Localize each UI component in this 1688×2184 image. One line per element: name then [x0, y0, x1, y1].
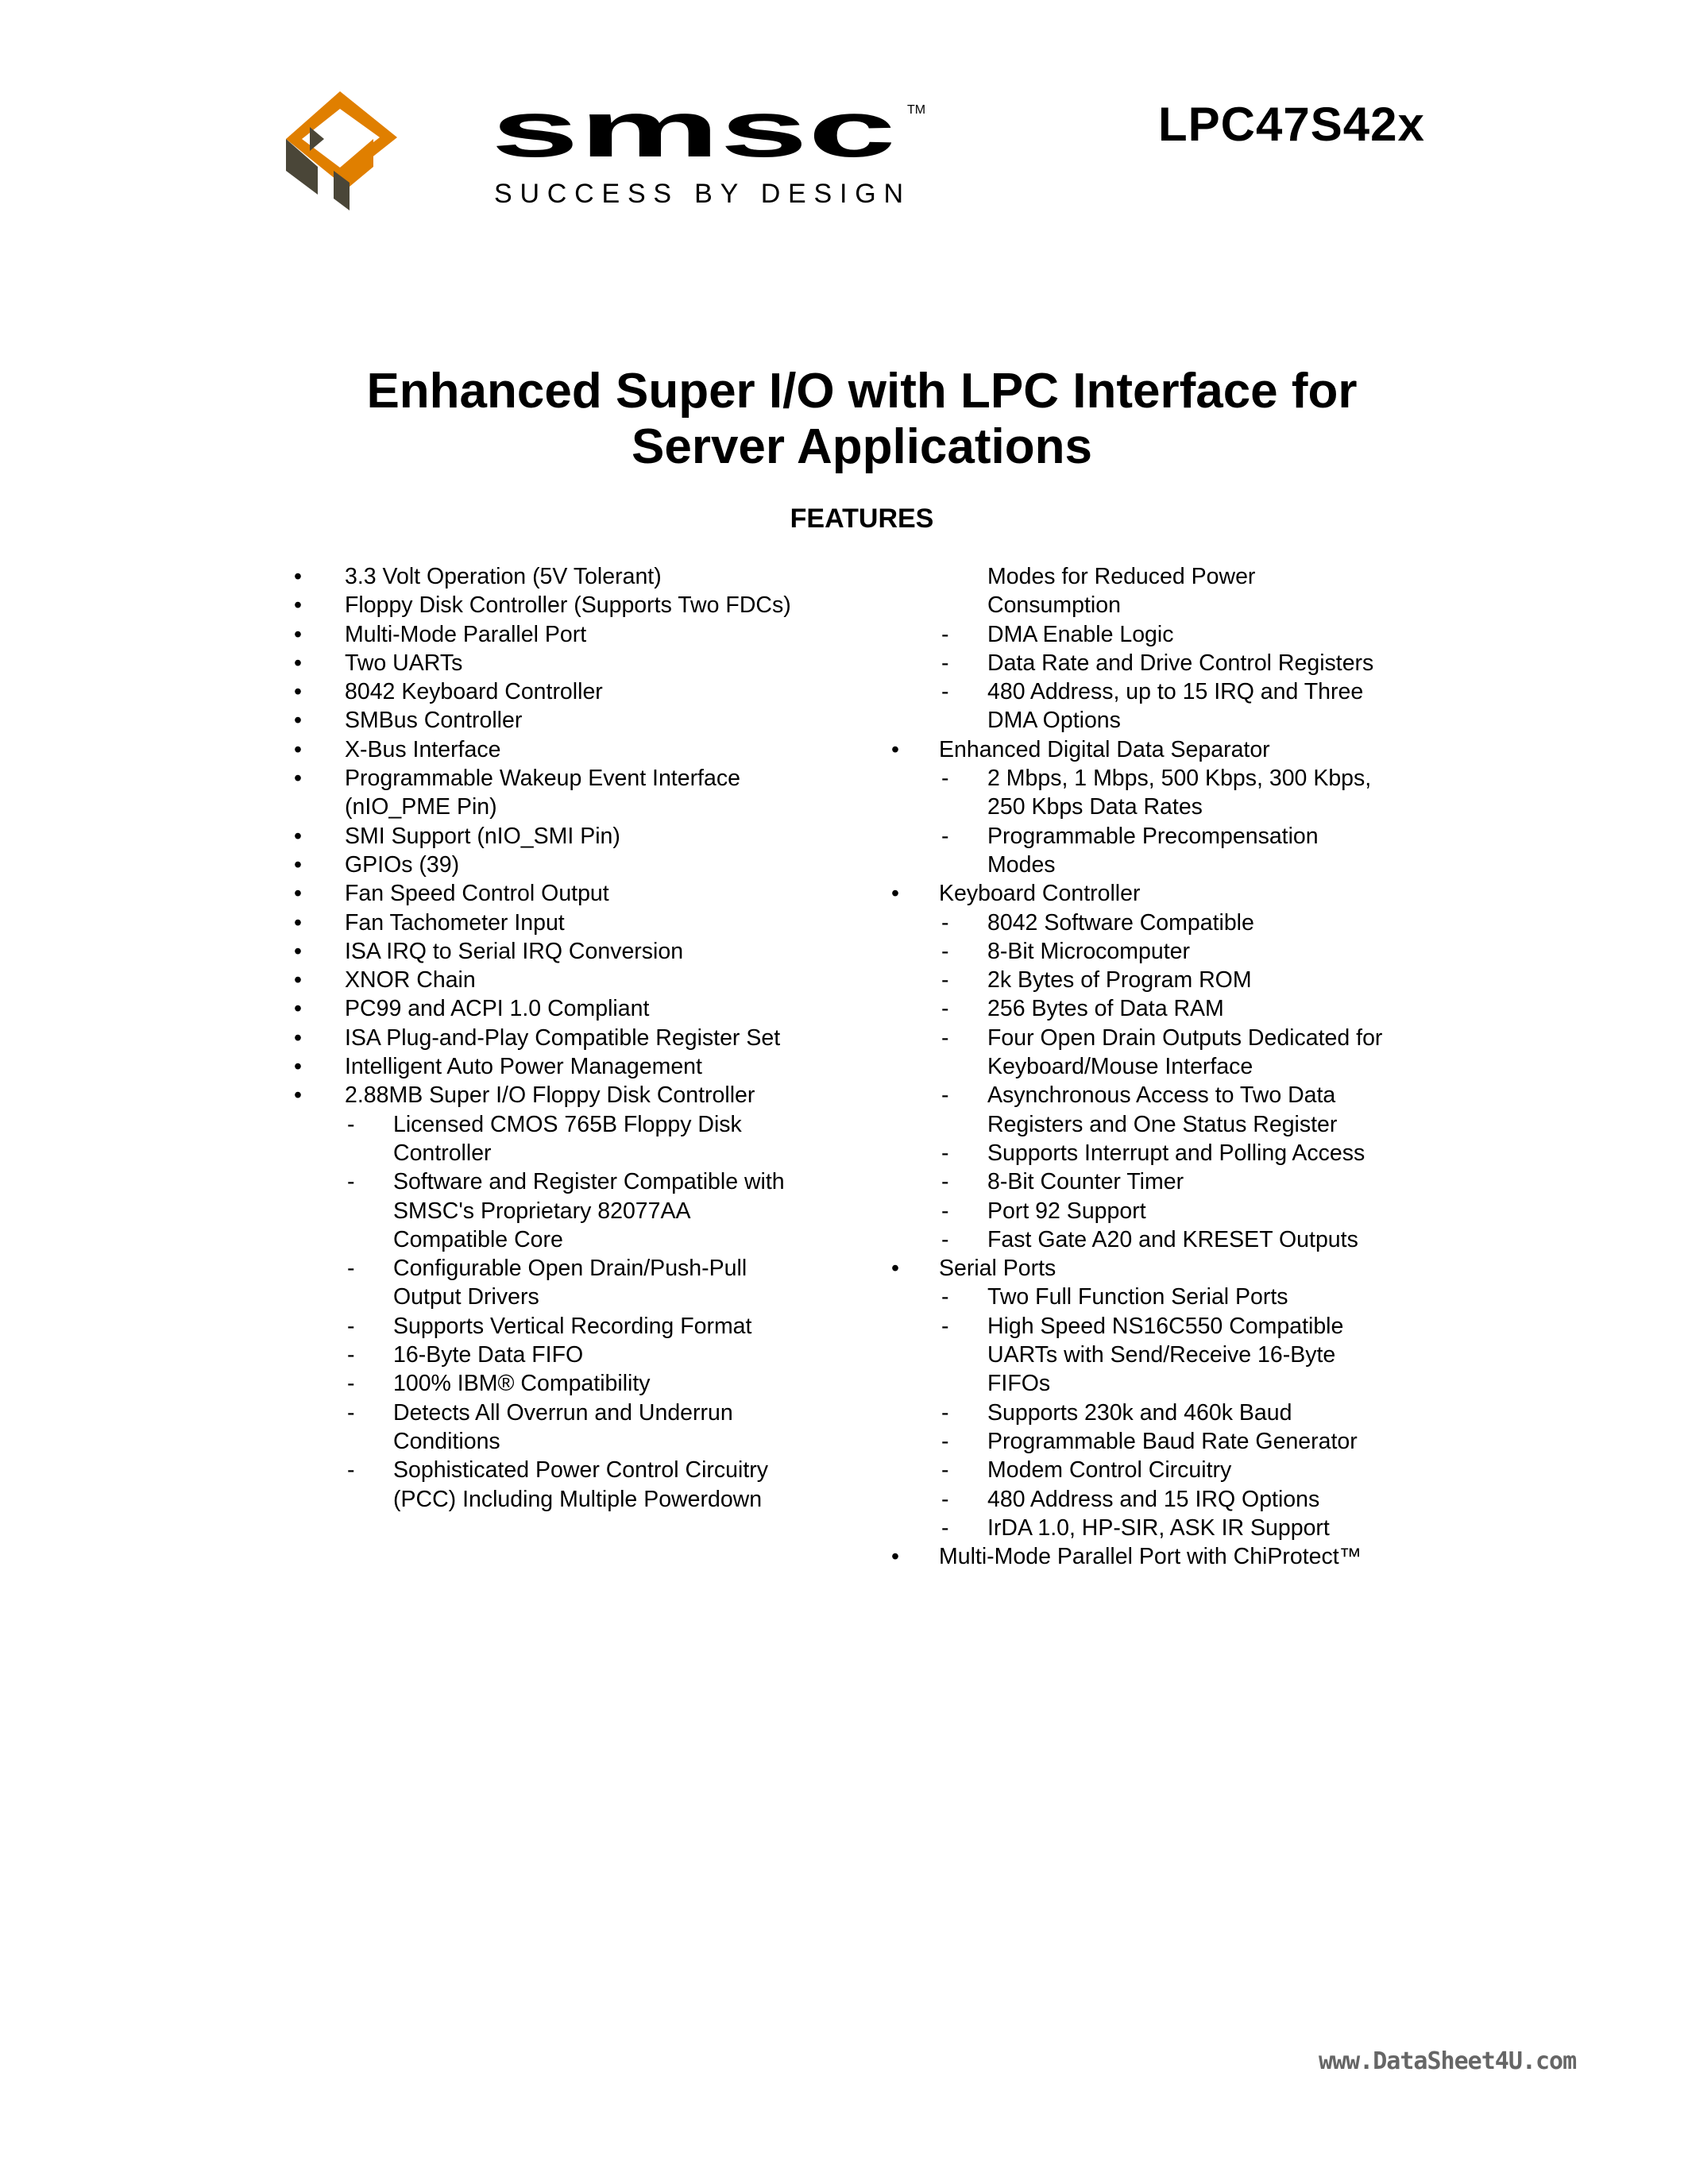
dash-icon: -	[347, 1111, 355, 1137]
title-line-1: Enhanced Super I/O with LPC Interface for	[366, 364, 1358, 419]
feature-text: 8-Bit Counter Timer	[987, 1169, 1184, 1195]
feature-line	[0, 1399, 1688, 1427]
feature-text: Supports Vertical Recording Format	[393, 1313, 752, 1339]
feature-text: Enhanced Digital Data Separator	[939, 736, 1270, 762]
feature-line	[0, 649, 1688, 677]
feature-item	[0, 1254, 1688, 1283]
dash-icon: -	[347, 1399, 355, 1426]
bullet-icon: •	[294, 996, 302, 1022]
feature-line	[0, 764, 1688, 793]
feature-text: FIFOs	[987, 1371, 1051, 1397]
feature-text: Supports 230k and 460k Baud	[987, 1399, 1292, 1426]
feature-subitem	[0, 1399, 1688, 1427]
watermark: www.DataSheet4U.com	[1319, 2047, 1577, 2075]
bullet-icon: •	[294, 766, 302, 792]
feature-text: Multi-Mode Parallel Port with ChiProtect™	[939, 1544, 1362, 1570]
document-title	[0, 364, 1688, 475]
dash-icon: -	[347, 1371, 355, 1397]
feature-text: 480 Address, up to 15 IRQ and Three	[987, 679, 1364, 705]
feature-subitem	[0, 822, 1688, 880]
dash-icon: -	[347, 1256, 355, 1282]
feature-text: Intelligent Auto Power Management	[345, 1054, 702, 1080]
feature-subitem	[0, 994, 1688, 1023]
feature-subitem	[0, 1197, 1688, 1225]
feature-text: 16-Byte Data FIFO	[393, 1342, 584, 1368]
feature-item	[0, 735, 1688, 764]
dash-icon: -	[941, 1082, 949, 1109]
dash-icon: -	[941, 1486, 949, 1512]
feature-text: Fan Tachometer Input	[345, 909, 565, 936]
svg-text:TM: TM	[907, 103, 926, 117]
feature-text: Serial Ports	[939, 1256, 1056, 1282]
dash-icon: -	[941, 938, 949, 964]
feature-line	[0, 677, 1688, 706]
bullet-icon: •	[294, 851, 302, 878]
feature-text: DMA Enable Logic	[987, 621, 1174, 647]
feature-line	[0, 1312, 1688, 1341]
feature-line	[0, 1024, 1688, 1052]
dash-icon: -	[941, 823, 949, 849]
feature-text: GPIOs (39)	[345, 851, 460, 878]
feature-line	[0, 793, 1688, 821]
dash-icon: -	[941, 650, 949, 676]
features-column-right	[0, 562, 1688, 1571]
bullet-icon: •	[294, 650, 302, 676]
feature-text: 8042 Keyboard Controller	[345, 679, 603, 705]
feature-text: Modes	[987, 851, 1056, 878]
dash-icon: -	[941, 967, 949, 994]
feature-text: Two UARTs	[345, 650, 463, 676]
dash-icon: -	[941, 1140, 949, 1166]
feature-text: Supports Interrupt and Polling Access	[987, 1140, 1365, 1166]
feature-subitem	[0, 909, 1688, 937]
bullet-icon: •	[294, 621, 302, 647]
feature-text: Programmable Baud Rate Generator	[987, 1428, 1358, 1454]
dash-icon: -	[347, 1342, 355, 1368]
feature-line	[0, 1369, 1688, 1398]
feature-text: 256 Bytes of Data RAM	[987, 996, 1224, 1022]
feature-line	[0, 1283, 1688, 1311]
feature-text: ISA IRQ to Serial IRQ Conversion	[345, 938, 684, 964]
feature-text: Controller	[393, 1140, 492, 1166]
feature-line	[0, 1225, 1688, 1254]
feature-line	[0, 1514, 1688, 1542]
feature-line	[0, 1197, 1688, 1225]
feature-text: X-Bus Interface	[345, 736, 501, 762]
feature-line	[0, 879, 1688, 908]
feature-text: PC99 and ACPI 1.0 Compliant	[345, 996, 650, 1022]
bullet-icon: •	[891, 1256, 899, 1282]
svg-text:smsc: smsc	[491, 91, 896, 174]
feature-text: 3.3 Volt Operation (5V Tolerant)	[345, 564, 662, 589]
feature-subitem	[0, 677, 1688, 735]
feature-text: Two Full Function Serial Ports	[987, 1284, 1288, 1310]
bullet-icon: •	[891, 736, 899, 762]
feature-text: Keyboard/Mouse Interface	[987, 1054, 1253, 1080]
feature-text: Conditions	[393, 1428, 500, 1454]
dash-icon: -	[941, 1515, 949, 1541]
feature-line	[0, 1081, 1688, 1109]
feature-text: 250 Kbps Data Rates	[987, 794, 1203, 820]
feature-text: Keyboard Controller	[939, 881, 1141, 907]
feature-text: ISA Plug-and-Play Compatible Register Set	[345, 1024, 781, 1051]
feature-subitem	[0, 1427, 1688, 1456]
feature-line	[0, 1052, 1688, 1081]
feature-subitem	[0, 1024, 1688, 1082]
bullet-icon: •	[294, 564, 302, 589]
feature-text: DMA Options	[987, 708, 1121, 734]
dash-icon: -	[941, 1399, 949, 1426]
feature-text: Consumption	[987, 592, 1121, 619]
bullet-icon: •	[294, 1054, 302, 1080]
feature-subitem	[0, 1139, 1688, 1167]
features-heading: FEATURES	[790, 504, 934, 534]
feature-text: High Speed NS16C550 Compatible	[987, 1313, 1344, 1339]
feature-text: 2 Mbps, 1 Mbps, 500 Kbps, 300 Kbps,	[987, 766, 1372, 792]
feature-text: 8042 Software Compatible	[987, 909, 1254, 936]
feature-line	[0, 1427, 1688, 1456]
dash-icon: -	[941, 1313, 949, 1339]
bullet-icon: •	[294, 1082, 302, 1109]
dash-icon: -	[941, 1457, 949, 1484]
feature-text: Four Open Drain Outputs Dedicated for	[987, 1024, 1383, 1051]
feature-line	[0, 1456, 1688, 1484]
bullet-icon: •	[294, 881, 302, 907]
bullet-icon: •	[294, 909, 302, 936]
dash-icon: -	[347, 1313, 355, 1339]
bullet-icon: •	[294, 708, 302, 734]
feature-text: (PCC) Including Multiple Powerdown	[393, 1486, 763, 1512]
dash-icon: -	[941, 1024, 949, 1051]
dash-icon: -	[941, 1284, 949, 1310]
feature-subitem	[0, 937, 1688, 966]
feature-line	[0, 822, 1688, 851]
dash-icon: -	[347, 1169, 355, 1195]
feature-line	[0, 1341, 1688, 1369]
dash-icon: -	[941, 1198, 949, 1224]
bullet-icon: •	[891, 1544, 899, 1570]
feature-line	[0, 1110, 1688, 1139]
feature-text: 100% IBM® Compatibility	[393, 1371, 651, 1397]
dash-icon: -	[941, 679, 949, 705]
dash-icon: -	[941, 996, 949, 1022]
feature-text: Modem Control Circuitry	[987, 1457, 1232, 1484]
feature-text: Software and Register Compatible with	[393, 1169, 785, 1195]
feature-text: 2.88MB Super I/O Floppy Disk Controller	[345, 1082, 755, 1109]
feature-text: 480 Address and 15 IRQ Options	[987, 1486, 1320, 1512]
feature-text: Licensed CMOS 765B Floppy Disk	[393, 1111, 742, 1137]
part-number: LPC47S42x	[1158, 98, 1425, 151]
feature-subitem	[0, 1167, 1688, 1196]
feature-subitem	[0, 649, 1688, 677]
bullet-icon: •	[294, 736, 302, 762]
feature-line	[0, 620, 1688, 649]
feature-text: UARTs with Send/Receive 16-Byte	[987, 1342, 1336, 1368]
feature-subitem	[0, 1312, 1688, 1399]
dash-icon: -	[941, 621, 949, 647]
feature-text: Port 92 Support	[987, 1198, 1146, 1224]
dash-icon: -	[941, 1428, 949, 1454]
feature-text: Floppy Disk Controller (Supports Two FDCs)	[345, 592, 791, 619]
feature-subitem	[0, 1283, 1688, 1311]
feature-text: Registers and One Status Register	[987, 1111, 1338, 1137]
feature-text: Compatible Core	[393, 1226, 563, 1252]
feature-text: Configurable Open Drain/Push-Pull	[393, 1256, 747, 1282]
feature-text: 2k Bytes of Program ROM	[987, 967, 1252, 994]
dash-icon: -	[941, 909, 949, 936]
feature-line	[0, 966, 1688, 994]
bullet-icon: •	[294, 938, 302, 964]
feature-text: Programmable Wakeup Event Interface	[345, 766, 740, 792]
dash-icon: -	[347, 1457, 355, 1484]
feature-line	[0, 1542, 1688, 1571]
bullet-icon: •	[294, 967, 302, 994]
feature-line	[0, 1485, 1688, 1514]
feature-text: SMI Support (nIO_SMI Pin)	[345, 823, 620, 849]
feature-text: Fan Speed Control Output	[345, 881, 609, 907]
feature-subitem	[0, 1485, 1688, 1514]
feature-item	[0, 879, 1688, 908]
feature-text: IrDA 1.0, HP-SIR, ASK IR Support	[987, 1515, 1330, 1541]
feature-line	[0, 1167, 1688, 1196]
feature-subitem	[0, 1081, 1688, 1139]
feature-subitem	[0, 764, 1688, 822]
feature-text: Multi-Mode Parallel Port	[345, 621, 587, 647]
feature-line	[0, 706, 1688, 735]
dash-icon: -	[941, 766, 949, 792]
feature-text: SMSC's Proprietary 82077AA	[393, 1198, 691, 1224]
feature-subitem	[0, 1225, 1688, 1254]
bullet-icon: •	[294, 823, 302, 849]
bullet-icon: •	[891, 881, 899, 907]
bullet-icon: •	[294, 679, 302, 705]
feature-text: Output Drivers	[393, 1284, 539, 1310]
feature-subitem	[0, 966, 1688, 994]
feature-line	[0, 591, 1688, 619]
feature-text: Programmable Precompensation	[987, 823, 1319, 849]
feature-line	[0, 1139, 1688, 1167]
feature-text: Fast Gate A20 and KRESET Outputs	[987, 1226, 1358, 1252]
feature-line	[0, 994, 1688, 1023]
feature-line	[0, 735, 1688, 764]
feature-subitem	[0, 562, 1688, 620]
feature-subitem	[0, 1456, 1688, 1484]
feature-line	[0, 937, 1688, 966]
bullet-icon: •	[294, 1024, 302, 1051]
feature-line	[0, 562, 1688, 591]
dash-icon: -	[941, 1226, 949, 1252]
bullet-icon: •	[294, 592, 302, 619]
feature-text: Detects All Overrun and Underrun	[393, 1399, 733, 1426]
feature-item	[0, 1542, 1688, 1571]
dash-icon: -	[941, 1169, 949, 1195]
feature-text: 8-Bit Microcomputer	[987, 938, 1190, 964]
feature-line	[0, 909, 1688, 937]
feature-text: SMBus Controller	[345, 708, 523, 734]
title-line-2: Server Applications	[631, 419, 1092, 474]
smsc-logo	[286, 91, 937, 210]
feature-text: XNOR Chain	[345, 967, 476, 994]
feature-line	[0, 851, 1688, 879]
feature-text: Sophisticated Power Control Circuitry	[393, 1457, 769, 1484]
feature-text: Modes for Reduced Power	[987, 564, 1256, 589]
feature-line	[0, 1254, 1688, 1283]
feature-subitem	[0, 620, 1688, 649]
svg-text:SUCCESS BY DESIGN: SUCCESS BY DESIGN	[494, 179, 903, 209]
feature-text: Asynchronous Access to Two Data	[987, 1082, 1336, 1109]
feature-text: (nIO_PME Pin)	[345, 794, 497, 820]
feature-text: Data Rate and Drive Control Registers	[987, 650, 1374, 676]
feature-subitem	[0, 1514, 1688, 1542]
